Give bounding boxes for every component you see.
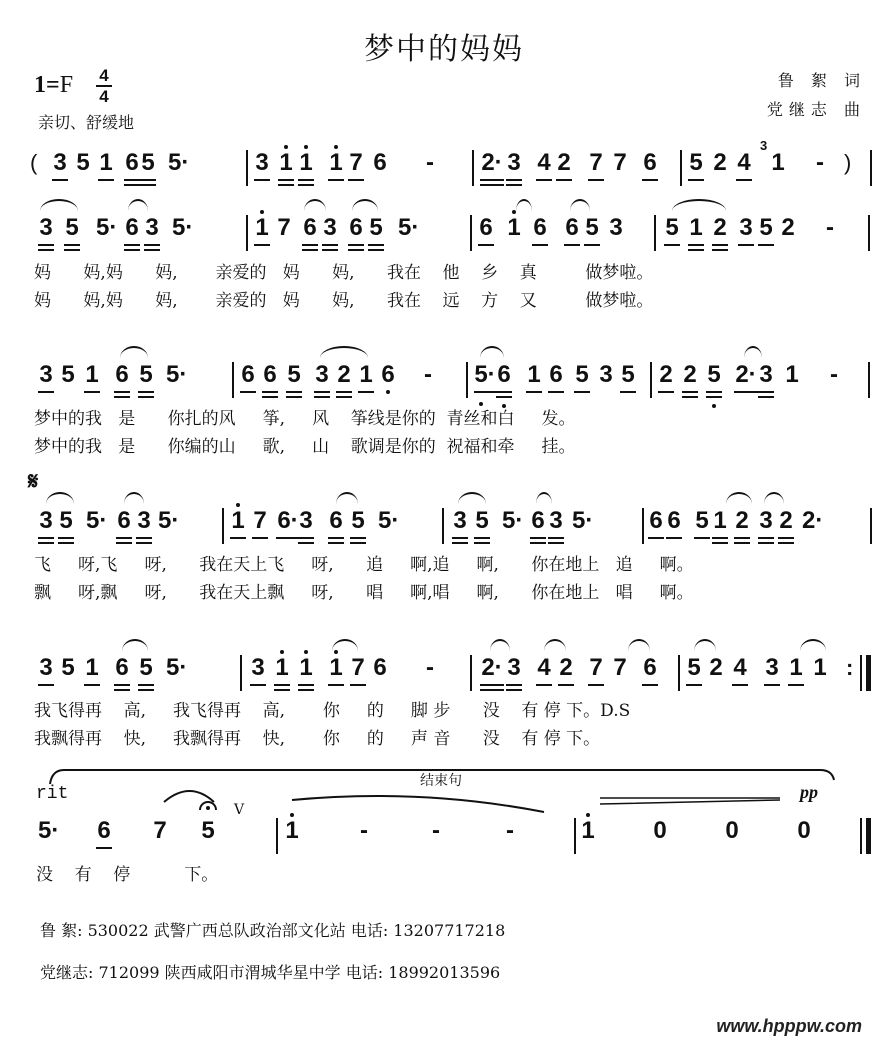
note: 5· bbox=[572, 507, 594, 534]
dash: - bbox=[426, 654, 434, 681]
note: 3 bbox=[549, 507, 563, 534]
note: 1 bbox=[689, 214, 703, 241]
note: 5· bbox=[96, 214, 118, 241]
repeat-dots: : bbox=[846, 655, 854, 680]
note: 5 bbox=[287, 361, 301, 388]
note: 5· bbox=[378, 507, 400, 534]
score-row-verse-a bbox=[0, 205, 888, 265]
ending-label: 结束句 bbox=[420, 773, 462, 789]
note: 3 bbox=[315, 361, 329, 388]
note: 5 bbox=[706, 362, 722, 388]
note: 2 bbox=[709, 654, 723, 681]
note: 6 bbox=[373, 654, 387, 681]
note: 1 bbox=[713, 507, 727, 534]
note: 1 bbox=[85, 361, 99, 388]
barline bbox=[868, 362, 870, 398]
barline bbox=[470, 655, 472, 691]
note: 3 bbox=[739, 214, 753, 241]
note: 1 bbox=[284, 818, 300, 844]
note: 2 bbox=[659, 361, 673, 388]
note: 2 bbox=[557, 149, 571, 176]
note: 3 bbox=[507, 149, 521, 176]
note: 1 bbox=[298, 655, 314, 681]
time-sig-bottom: 4 bbox=[99, 87, 109, 106]
note: 5 bbox=[141, 149, 155, 176]
note: 1 bbox=[328, 150, 344, 176]
open-paren: ( bbox=[30, 150, 38, 175]
slur bbox=[122, 639, 148, 651]
note: 1 bbox=[85, 654, 99, 681]
note: 3 bbox=[609, 214, 623, 241]
note: 7 bbox=[589, 654, 603, 681]
slur bbox=[570, 199, 590, 211]
note: 6 bbox=[373, 149, 387, 176]
time-signature bbox=[96, 66, 112, 106]
note: 3 bbox=[323, 214, 337, 241]
note: 7 bbox=[613, 654, 627, 681]
slur bbox=[480, 346, 504, 358]
barline bbox=[868, 215, 870, 251]
note: 1 bbox=[298, 150, 314, 176]
slur bbox=[694, 639, 716, 651]
note: 3 bbox=[39, 361, 53, 388]
note: 6 bbox=[125, 214, 139, 241]
dash: - bbox=[826, 214, 834, 241]
note: 1 bbox=[506, 215, 522, 241]
barline bbox=[870, 150, 872, 186]
slur bbox=[46, 492, 74, 504]
note: 6· bbox=[277, 507, 299, 534]
barline bbox=[470, 215, 472, 251]
key-label: 1= bbox=[34, 72, 60, 98]
note: 6 bbox=[565, 214, 579, 241]
note: 6 bbox=[496, 362, 512, 388]
note: 4 bbox=[537, 654, 551, 681]
slur bbox=[40, 199, 78, 211]
slur bbox=[744, 346, 762, 358]
note: 5 bbox=[76, 149, 90, 176]
note: 5 bbox=[139, 654, 153, 681]
note: 3 bbox=[39, 214, 53, 241]
note: 5 bbox=[61, 361, 75, 388]
note: 6 bbox=[667, 507, 681, 534]
note: 5 bbox=[695, 507, 709, 534]
dash: - bbox=[432, 817, 440, 844]
note: 2 bbox=[735, 507, 749, 534]
note: 5 bbox=[61, 654, 75, 681]
note: 2 bbox=[337, 361, 351, 388]
lyric-line: 妈 妈,妈 妈, 亲爱的 妈 妈, 我在 他 乡 真 做梦啦。 bbox=[34, 263, 654, 283]
note: 5 bbox=[759, 214, 773, 241]
note: 5· bbox=[158, 507, 180, 534]
repeat-barline-thick bbox=[866, 655, 871, 691]
barline bbox=[574, 818, 576, 854]
note: 3 bbox=[39, 507, 53, 534]
contact-composer: 党继志: 712099 陕西咸阳市渭城华星中学 电话: 18992013596 bbox=[40, 963, 501, 982]
note: 3 bbox=[39, 654, 53, 681]
composer-credit: 党继志 曲 bbox=[766, 100, 866, 119]
dynamic-pp: pp bbox=[800, 782, 818, 802]
lyric-line: 我飘得再 快, 我飘得再 快, 你 的 声 音 没 有 停 下。 bbox=[34, 729, 601, 749]
note: 5 bbox=[59, 507, 73, 534]
note: 7 bbox=[153, 817, 167, 844]
note: 1 bbox=[580, 818, 596, 844]
dash: - bbox=[360, 817, 368, 844]
note: 2 bbox=[713, 214, 727, 241]
note: 5 bbox=[585, 214, 599, 241]
note: 5· bbox=[474, 362, 496, 388]
note: 5 bbox=[621, 361, 635, 388]
slur bbox=[764, 492, 784, 504]
note: 5· bbox=[502, 507, 524, 534]
note: 2 bbox=[779, 507, 793, 534]
contact-lyricist: 鲁 絮: 530022 武警广西总队政治部文化站 电话: 13207717218 bbox=[40, 921, 506, 940]
score-row-coda bbox=[0, 802, 888, 868]
note: 3 bbox=[599, 361, 613, 388]
note: 1 bbox=[527, 361, 541, 388]
slur bbox=[352, 199, 378, 211]
note: 6 bbox=[380, 362, 396, 388]
note: 6 bbox=[329, 507, 343, 534]
note: 6 bbox=[241, 361, 255, 388]
note: 7 bbox=[253, 507, 267, 534]
repeat-barline-thin bbox=[860, 655, 862, 691]
note: 2 bbox=[781, 214, 795, 241]
score-row-verse-b bbox=[0, 352, 888, 412]
note: 5· bbox=[166, 361, 188, 388]
barline bbox=[678, 655, 680, 691]
slur bbox=[458, 492, 486, 504]
note: 1 bbox=[789, 654, 803, 681]
slur bbox=[544, 639, 566, 651]
note: 5· bbox=[172, 214, 194, 241]
time-sig-top: 4 bbox=[96, 66, 112, 87]
note: 5 bbox=[575, 361, 589, 388]
note: 3 bbox=[251, 654, 265, 681]
dash: - bbox=[426, 149, 434, 176]
note: 3 bbox=[759, 361, 773, 388]
key-note: F bbox=[59, 72, 74, 98]
dash: - bbox=[830, 361, 838, 388]
note: 4 bbox=[737, 149, 751, 176]
slur bbox=[628, 639, 650, 651]
lyric-line: 飘 呀,飘 呀, 我在天上飘 呀, 唱 啊,唱 啊, 你在地上 唱 啊。 bbox=[34, 583, 694, 603]
note: 6 bbox=[303, 214, 317, 241]
dash: - bbox=[506, 817, 514, 844]
slur bbox=[124, 492, 144, 504]
note: 1 bbox=[274, 655, 290, 681]
note: 4 bbox=[537, 149, 551, 176]
barline bbox=[232, 362, 234, 398]
lyricist-credit: 鲁 絮 词 bbox=[777, 71, 866, 90]
note: 2· bbox=[481, 654, 503, 681]
barline bbox=[680, 150, 682, 186]
barline bbox=[240, 655, 242, 691]
note: 3 bbox=[137, 507, 151, 534]
lyric-line: 梦中的我 是 你编的山 歌, 山 歌调是你的 祝福和牵 挂。 bbox=[34, 437, 576, 457]
watermark: www.hpppw.com bbox=[716, 1016, 862, 1036]
dash: - bbox=[816, 149, 824, 176]
final-barline-thin bbox=[860, 818, 862, 854]
note: 6 bbox=[117, 507, 131, 534]
note: 5· bbox=[38, 817, 60, 844]
note: 1 bbox=[359, 361, 373, 388]
note: 3 bbox=[759, 507, 773, 534]
slur bbox=[320, 346, 368, 358]
note: 6 bbox=[549, 361, 563, 388]
note: 1 bbox=[99, 149, 113, 176]
rit-marking: rit bbox=[36, 784, 69, 804]
note: 5 bbox=[689, 149, 703, 176]
barline bbox=[642, 508, 644, 544]
lyric-line: 我飞得再 高, 我飞得再 高, 你 的 脚 步 没 有 停 下。D.S bbox=[34, 701, 631, 721]
note: 1 bbox=[328, 655, 344, 681]
slur bbox=[672, 199, 726, 211]
note: 3 bbox=[255, 149, 269, 176]
note: 2· bbox=[735, 361, 757, 388]
note: 5· bbox=[86, 507, 108, 534]
note: 7 bbox=[589, 149, 603, 176]
grace-note: 3 bbox=[760, 138, 768, 153]
note: 6 bbox=[533, 214, 547, 241]
note: 7 bbox=[351, 654, 365, 681]
note: 4 bbox=[733, 654, 747, 681]
note: 7 bbox=[349, 149, 363, 176]
slur bbox=[516, 199, 532, 211]
note: 5 bbox=[139, 361, 153, 388]
note: 6 bbox=[125, 149, 139, 176]
song-title: 梦中的妈妈 bbox=[364, 32, 524, 67]
lyric-line: 梦中的我 是 你扎的风 筝, 风 筝线是你的 青丝和白 发。 bbox=[34, 409, 576, 429]
slur bbox=[128, 199, 148, 211]
note: 5· bbox=[166, 654, 188, 681]
note: 6 bbox=[531, 507, 545, 534]
note: 3 bbox=[53, 149, 67, 176]
barline bbox=[654, 215, 656, 251]
note: 5 bbox=[665, 214, 679, 241]
barline bbox=[650, 362, 652, 398]
note: 5 bbox=[65, 214, 79, 241]
slur bbox=[536, 492, 552, 504]
note: 7 bbox=[613, 149, 627, 176]
segno-sign: 𝄋 bbox=[28, 468, 39, 495]
tempo-marking: 亲切、舒缓地 bbox=[38, 113, 135, 132]
note: 7 bbox=[277, 214, 291, 241]
note: 6 bbox=[349, 214, 363, 241]
note: 6 bbox=[97, 817, 111, 844]
note: 5 bbox=[369, 214, 383, 241]
note: 6 bbox=[115, 361, 129, 388]
slur bbox=[120, 346, 148, 358]
barline bbox=[442, 508, 444, 544]
barline bbox=[870, 508, 872, 544]
note: 5 bbox=[475, 507, 489, 534]
note: 1 bbox=[278, 150, 294, 176]
slur bbox=[800, 639, 826, 651]
note: 5· bbox=[398, 214, 420, 241]
barline bbox=[222, 508, 224, 544]
final-barline-thick bbox=[866, 818, 871, 854]
note: 6 bbox=[115, 654, 129, 681]
slur bbox=[304, 199, 326, 211]
note: 1 bbox=[771, 149, 785, 176]
note: 3 bbox=[299, 507, 313, 534]
note: 3 bbox=[453, 507, 467, 534]
slur bbox=[336, 492, 358, 504]
note: 5 bbox=[687, 654, 701, 681]
note: 2 bbox=[559, 654, 573, 681]
note-fermata: 5 bbox=[201, 817, 215, 844]
score-row-intro bbox=[0, 140, 888, 200]
barline bbox=[246, 215, 248, 251]
note: 6 bbox=[479, 214, 493, 241]
note: 2· bbox=[802, 507, 824, 534]
note: 3 bbox=[765, 654, 779, 681]
note: 3 bbox=[145, 214, 159, 241]
note: 2· bbox=[481, 149, 503, 176]
lyric-line: 没 有 停 下。 bbox=[36, 865, 219, 885]
note: 5 bbox=[351, 507, 365, 534]
barline bbox=[276, 818, 278, 854]
note: 6 bbox=[643, 149, 657, 176]
rest: 0 bbox=[725, 817, 739, 844]
note: 6 bbox=[643, 654, 657, 681]
slur bbox=[726, 492, 752, 504]
barline bbox=[466, 362, 468, 398]
rest: 0 bbox=[797, 817, 811, 844]
rest: 0 bbox=[653, 817, 667, 844]
slur bbox=[490, 639, 510, 651]
note: 6 bbox=[263, 361, 277, 388]
note: 1 bbox=[230, 508, 246, 534]
breath-mark: V bbox=[234, 802, 245, 818]
lyric-line: 飞 呀,飞 呀, 我在天上飞 呀, 追 啊,追 啊, 你在地上 追 啊。 bbox=[34, 555, 694, 575]
note: 2 bbox=[683, 361, 697, 388]
note: 6 bbox=[649, 507, 663, 534]
note: 1 bbox=[254, 215, 270, 241]
note: 1 bbox=[785, 361, 799, 388]
score-row-chorus-a bbox=[0, 498, 888, 558]
barline bbox=[246, 150, 248, 186]
lyric-line: 妈 妈,妈 妈, 亲爱的 妈 妈, 我在 远 方 又 做梦啦。 bbox=[34, 291, 654, 311]
note: 3 bbox=[507, 654, 521, 681]
dash: - bbox=[424, 361, 432, 388]
barline bbox=[472, 150, 474, 186]
close-paren: ) bbox=[844, 150, 852, 175]
note: 5· bbox=[168, 149, 190, 176]
key-signature bbox=[34, 72, 73, 99]
note: 1 bbox=[813, 654, 827, 681]
note: 2 bbox=[713, 149, 727, 176]
